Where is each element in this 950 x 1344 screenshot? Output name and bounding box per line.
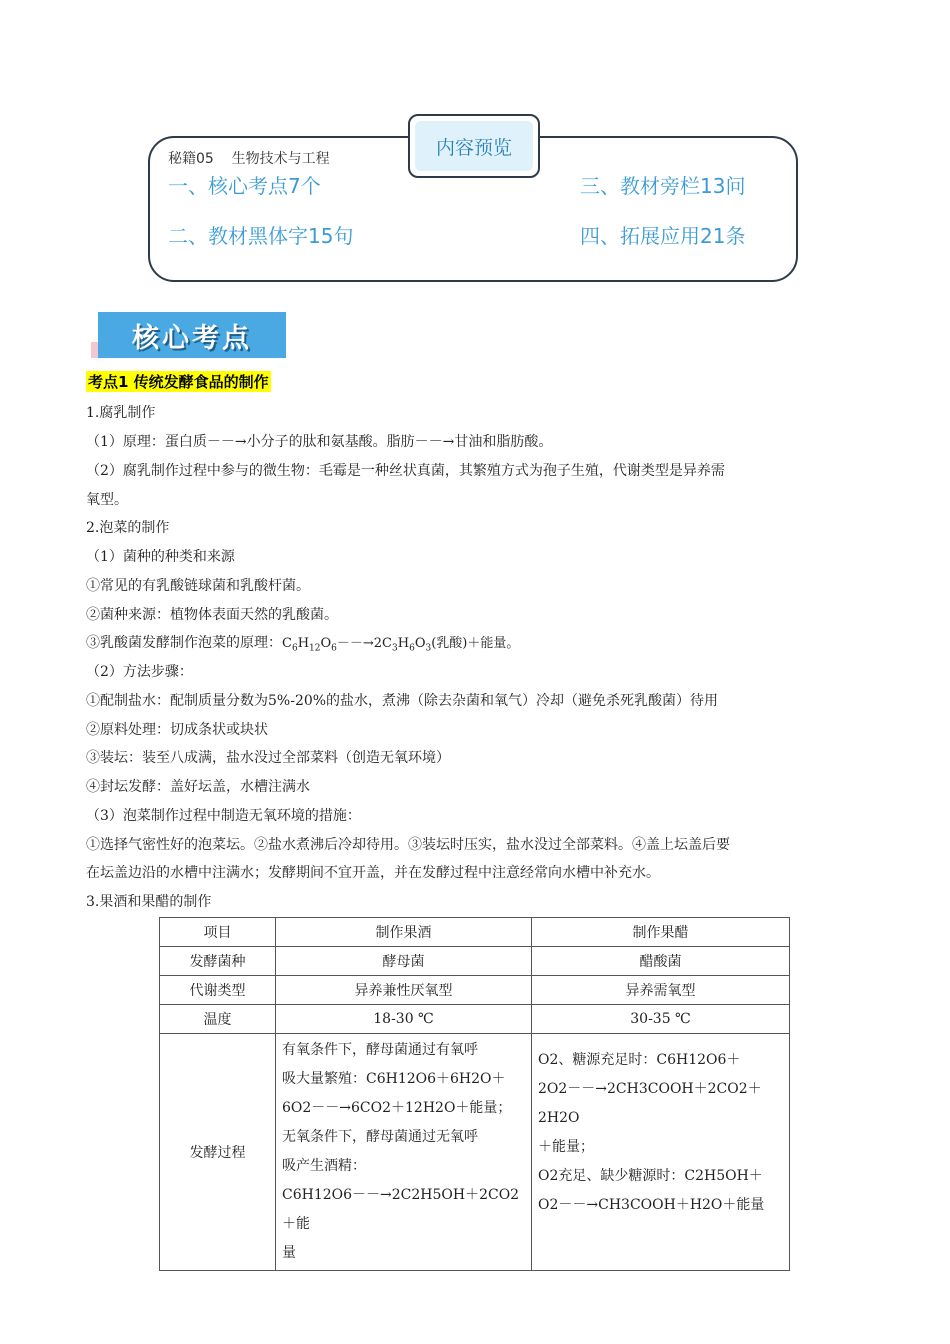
preview-subtitle: 秘籍05 生物技术与工程 <box>168 151 330 167</box>
line-strain-2: ②菌种来源：植物体表面天然的乳酸菌。 <box>86 607 338 623</box>
table-header-row <box>160 918 790 947</box>
line-strain: （1）菌种的种类和来源 <box>86 549 235 565</box>
table-header-cell: 制作果酒 <box>276 918 532 947</box>
line-microbe-cont: 氧型。 <box>86 492 128 508</box>
line-step-4: ④封坛发酵：盖好坛盖，水槽注满水 <box>86 779 310 795</box>
wine-process-line: 有氧条件下，酵母菌通过有氧呼 <box>282 1042 478 1058</box>
table-cell: 代谢类型 <box>160 976 276 1005</box>
line-step-1: ①配制盐水：配制质量分数为5%-20%的盐水，煮沸（除去杂菌和氧气）冷却（避免杀死乳酸菌）待用 <box>86 693 719 709</box>
principle-prefix: ③乳酸菌发酵制作泡菜的原理： <box>86 635 282 651</box>
line-step-3: ③装坛：装至八成满，盐水没过全部菜料（创造无氧环境） <box>86 750 450 766</box>
table-cell: 酵母菌 <box>276 947 532 976</box>
table-cell-wine-process <box>276 1034 532 1271</box>
line-principle: （1）原理：蛋白质－－→小分子的肽和氨基酸。脂肪－－→甘油和脂肪酸。 <box>86 434 553 450</box>
wine-process-line: 吸产生酒精： <box>282 1158 366 1174</box>
table-cell: 发酵菌种 <box>160 947 276 976</box>
vinegar-process-line: O2－－→CH3COOH＋H2O＋能量 <box>538 1197 765 1213</box>
kaodian-title: 考点1 传统发酵食品的制作 <box>88 373 269 391</box>
vinegar-process-line: O2、糖源充足时：C6H12O6＋ <box>538 1052 741 1068</box>
wine-process-line: 吸大量繁殖：C6H12O6＋6H2O＋ <box>282 1071 506 1087</box>
line-anaerobic-1: ①选择气密性好的泡菜坛。②盐水煮沸后冷却待用。③装坛时压实，盐水没过全部菜料。④盖上坛盖后要 <box>86 837 730 853</box>
table-cell: 18-30 ℃ <box>276 1005 532 1034</box>
table-cell: 异养兼性厌氧型 <box>276 976 532 1005</box>
wine-process-line: 6O2－－→6CO2＋12H2O＋能量； <box>282 1100 512 1116</box>
table-cell-process-label: 发酵过程 <box>160 1034 276 1271</box>
wine-process-line: 无氧条件下，酵母菌通过无氧呼 <box>282 1129 478 1145</box>
table-cell-vinegar-process <box>532 1034 790 1271</box>
table-row-process <box>160 1034 790 1271</box>
heading-guojiu: 3.果酒和果醋的制作 <box>86 894 212 910</box>
comparison-table <box>159 917 790 1271</box>
content-preview-label: 内容预览 <box>415 121 533 171</box>
content-preview-tab <box>408 114 540 178</box>
line-strain-3 <box>86 632 519 654</box>
wine-process-line: 量 <box>282 1245 296 1261</box>
line-microbe: （2）腐乳制作过程中参与的微生物：毛霉是一种丝状真菌，其繁殖方式为孢子生殖，代谢类型是异养需 <box>86 463 725 479</box>
vinegar-process-line: O2充足、缺少糖源时：C2H5OH＋ <box>538 1168 763 1184</box>
table-row <box>160 1005 790 1034</box>
table-cell: 温度 <box>160 1005 276 1034</box>
table-row <box>160 976 790 1005</box>
preview-item-extended-apps[interactable]: 四、拓展应用21条 <box>580 224 746 248</box>
heading-paocai: 2.泡菜的制作 <box>86 520 170 536</box>
table-header-cell: 制作果醋 <box>532 918 790 947</box>
table-cell: 30-35 ℃ <box>532 1005 790 1034</box>
heading-furu: 1.腐乳制作 <box>86 405 156 421</box>
section-banner: 核心考点 <box>98 312 286 358</box>
table-cell: 异养需氧型 <box>532 976 790 1005</box>
line-anaerobic: （3）泡菜制作过程中制造无氧环境的措施： <box>86 808 361 824</box>
line-strain-1: ①常见的有乳酸链球菌和乳酸杆菌。 <box>86 578 310 594</box>
line-step-2: ②原料处理：切成条状或块状 <box>86 722 268 738</box>
vinegar-process-line: 2O2－－→2CH3COOH＋2CO2＋2H2O <box>538 1081 762 1126</box>
line-anaerobic-2: 在坛盖边沿的水槽中注满水；发酵期间不宜开盖，并在发酵过程中注意经常向水槽中补充水。 <box>86 865 660 881</box>
table-cell: 醋酸菌 <box>532 947 790 976</box>
preview-item-bold-sentences[interactable]: 二、教材黑体字15句 <box>168 224 354 248</box>
principle-formula: $C_6H_{12}O_6--\to 2C_3H_6O_3$(乳酸)＋能量。 <box>282 636 520 654</box>
table-row <box>160 947 790 976</box>
line-steps: （2）方法步骤： <box>86 664 193 680</box>
preview-item-core-points[interactable]: 一、核心考点7个 <box>168 174 321 198</box>
vinegar-process-line: ＋能量； <box>538 1139 594 1155</box>
table-header-cell: 项目 <box>160 918 276 947</box>
wine-process-line: C6H12O6－－→2C2H5OH＋2CO2＋能 <box>282 1187 520 1232</box>
preview-item-sidebar-questions[interactable]: 三、教材旁栏13问 <box>580 174 746 198</box>
